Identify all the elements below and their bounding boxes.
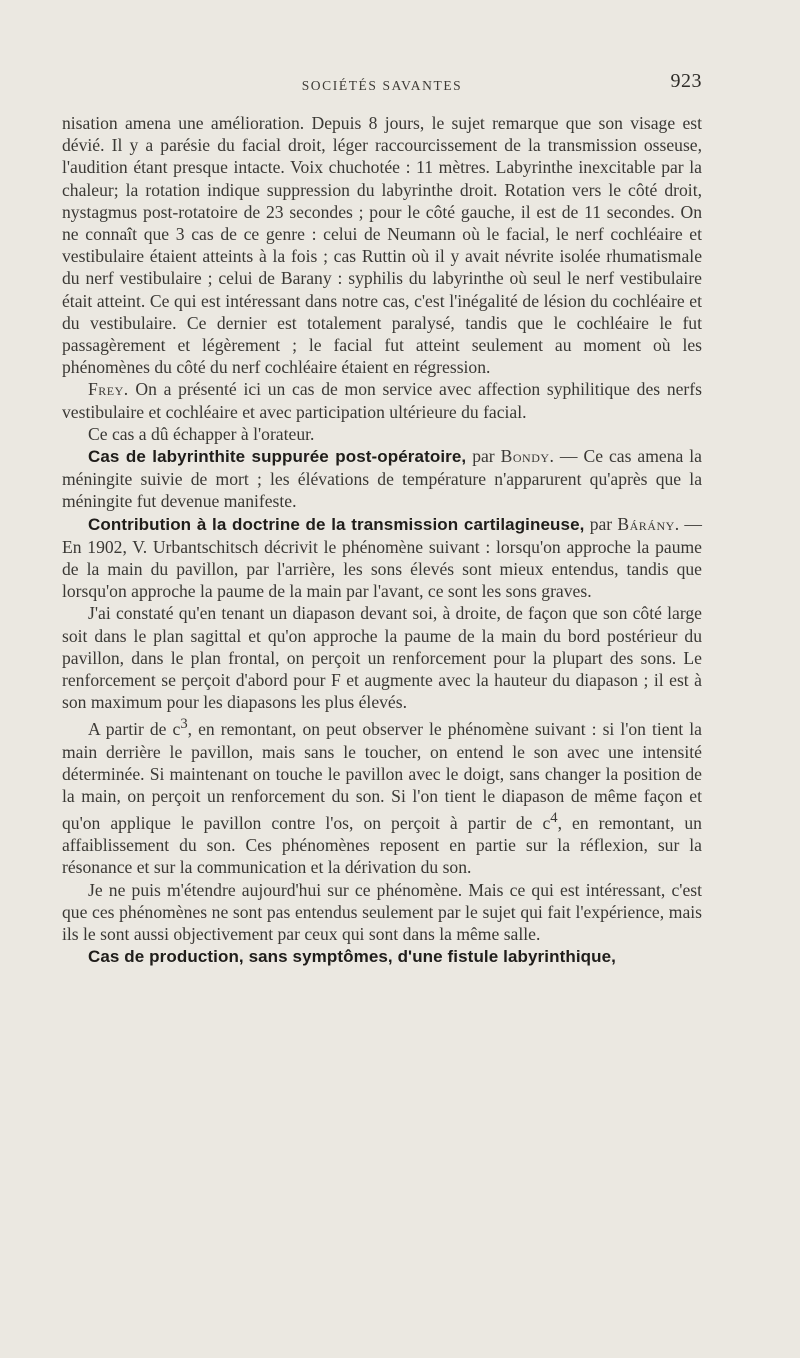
paragraph-9 bbox=[62, 945, 702, 968]
superscript: 4 bbox=[550, 810, 558, 827]
paragraph-6: J'ai constaté qu'en tenant un diapason devant soi, à droite, de façon que son côté large soit dans le plan sagittal et qu'on approche la paume de la main du bord postérieur du pavillon, dans le plan frontal, on perçoit un renforcement pour la plupart des sons. Le renforcement se perçoit d'abord pour F et augmente avec la hauteur du diapason ; il est à son maximum pour les diapasons les plus élevés. bbox=[62, 603, 702, 713]
paragraph-7-part-c: , en remontant, un affaiblissement du son. Ces phénomènes reposent en partie sur la réflexion, sur la résonance et sur la communication et la dérivation du son. bbox=[62, 813, 702, 878]
paragraph-7-part-a: A partir de c bbox=[88, 719, 181, 740]
paragraph-1: nisation amena une amélioration. Depuis 8 jours, le sujet remarque que son visage est dévié. Il y a parésie du facial droit, léger raccourcissement de la transmission osseuse, l'audition étant presque intacte. Voix chuchotée : 11 mètres. Labyrinthe inexcitable par la chaleur; la rotation indique suppression du labyrinthe droit. Rotation vers le côté droit, nystagmus post-rotatoire de 23 secondes ; pour le côté gauche, il est de 11 secondes. On ne connaît que 3 cas de ce genre : celui de Neumann où le facial, le nerf cochléaire et vestibulaire étaient atteints à la fois ; cas Ruttin où il y avait névrite isolée rhumatismale du nerf vestibulaire ; celui de Barany : syphilis du labyrinthe où seul le nerf vestibulaire était atteint. Ce qui est intéressant dans notre cas, c'est l'inégalité de lésion du cochléaire et du vestibulaire. Ce dernier est totalement paralysé, tandis que le cochléaire le fut passagèrement et légèrement ; le facial fut atteint seulement au moment où les phénomènes du côté du nerf cochléaire étaient en régression. bbox=[62, 113, 702, 378]
paragraph-4-text: . — Ce cas amena la méningite suivie de mort ; les élévations de température n'apparurent qu'après que la méningite fut devenue manifeste. bbox=[62, 446, 702, 512]
paragraph-3: Ce cas a dû échapper à l'orateur. bbox=[88, 423, 315, 444]
paragraph-8: Je ne puis m'étendre aujourd'hui sur ce phénomène. Mais ce qui est intéressant, c'est que ces phénomènes ne sont pas entendus seulement par le sujet qui fait l'expérience, mais ils le sont aussi objectivement par ceux qui sont dans la même salle. bbox=[62, 879, 702, 945]
paragraph-7 bbox=[62, 713, 702, 878]
author-name: Bondy bbox=[500, 446, 550, 467]
paragraph-5 bbox=[62, 513, 702, 603]
section-title-transmission: Contribution à la doctrine de la transmission cartilagineuse, bbox=[88, 514, 585, 534]
paragraph-2 bbox=[62, 378, 702, 422]
section-title-labyrinthite: Cas de labyrinthite suppurée post-opératoire, bbox=[88, 447, 467, 467]
section-title-fistule: Cas de production, sans symptômes, d'une fistule labyrinthique, bbox=[88, 947, 616, 967]
page-header bbox=[62, 70, 702, 100]
paragraph-7-part-b: , en remontant, on peut observer le phénomène suivant : si l'on tient la main derrière le pavillon, mais sans le toucher, on entend le son avec une intensité déterminée. Si maintenant on touche le pavillon avec le doigt, sans changer la position de la main, on perçoit un renforcement du son. Si l'on tient le diapason de même façon et qu'on applique le pavillon contre l'os, on perçoit à partir de c bbox=[62, 719, 702, 834]
page-number: 923 bbox=[670, 70, 702, 92]
paragraph-5-text: . — En 1902, V. Urbantschitsch décrivit le phénomène suivant : lorsqu'on approche la paume de la main du pavillon, par l'arrière, les sons élevés sont mieux entendus, tandis que lorsqu'on approche la paume de la main par l'avant, ce sont les sons graves. bbox=[62, 513, 703, 602]
paragraph-4-by: par bbox=[466, 446, 501, 467]
paragraph-4 bbox=[62, 445, 702, 513]
body-text bbox=[62, 112, 702, 968]
superscript: 3 bbox=[180, 716, 188, 733]
speaker-name: Frey. bbox=[88, 379, 129, 400]
running-head: SOCIÉTÉS SAVANTES bbox=[301, 78, 463, 93]
author-name: Bárány bbox=[617, 513, 675, 534]
paragraph-2-text: On a présenté ici un cas de mon service avec affection syphilitique des nerfs vestibulaire et cochléaire et avec participation ultérieure du facial. bbox=[62, 379, 702, 422]
paragraph-5-by: par bbox=[584, 513, 618, 534]
